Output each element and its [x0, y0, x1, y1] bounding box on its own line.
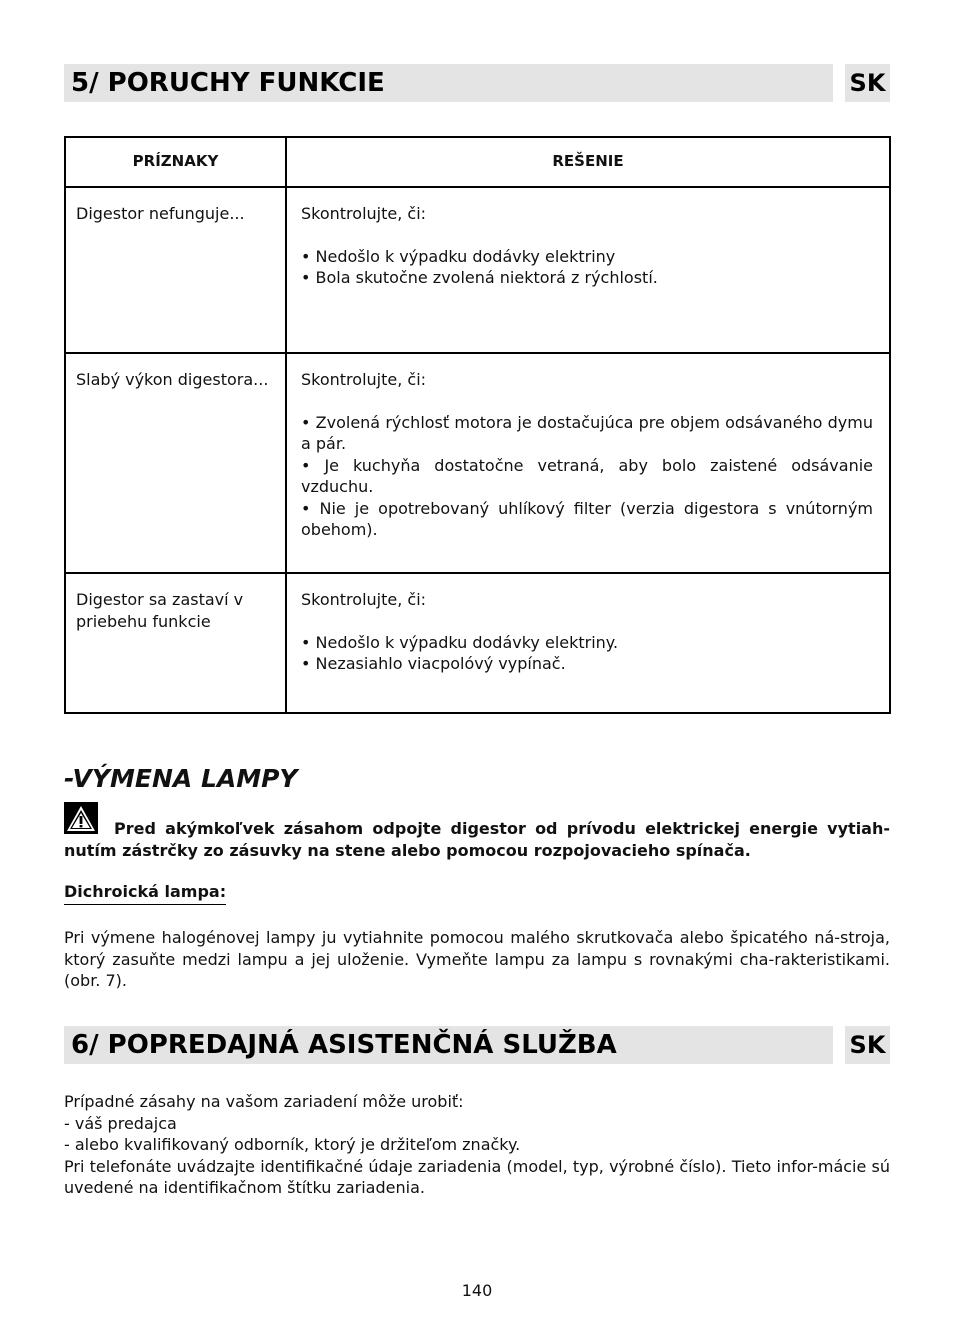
warning-text: Pred akýmkoľvek zásahom odpojte digestor od prívodu elektrickej energie vytiah-nutím zástrčky zo zásuvky na stene alebo pomocou rozpojovacieho spínača.: [64, 819, 890, 860]
fault-table: [64, 136, 891, 714]
lamp-section-title: -VÝMENA LAMPY: [64, 764, 298, 793]
solution-bullet: • Nedošlo k výpadku dodávky elektriny: [301, 246, 616, 266]
solution-bullet: • Nie je opotrebovaný uhlíkový filter (verzia digestora s vnútorným obehom).: [301, 498, 873, 539]
solution-bullet: • Zvolená rýchlosť motora je dostačujúca pre objem odsávaného dymu a pár.: [301, 412, 873, 453]
section-5-title: 5/ PORUCHY FUNKCIE: [64, 64, 833, 102]
section-5-lang-badge: SK: [845, 64, 890, 102]
dichroic-lamp-heading: Dichroická lampa:: [64, 882, 226, 905]
solution-bullet: • Nezasiahlo viacpolóvý vypínač.: [301, 654, 566, 673]
solution-cell: [286, 573, 890, 713]
symptom-cell: Slabý výkon digestora...: [65, 353, 286, 573]
service-line: - alebo kvalifikovaný odborník, ktorý je držiteľom značky.: [64, 1135, 521, 1154]
service-line: Prípadné zásahy na vašom zariadení môže urobiť:: [64, 1092, 464, 1111]
solution-cell: [286, 187, 890, 353]
table-row: [65, 573, 890, 713]
solution-intro: Skontrolujte, či:: [301, 590, 427, 609]
table-row: [65, 353, 890, 573]
symptom-cell: Digestor sa zastaví v priebehu funkcie: [65, 573, 286, 713]
solution-bullet: • Je kuchyňa dostatočne vetraná, aby bolo zaistené odsávanie vzduchu.: [301, 455, 873, 496]
column-header-solution: REŠENIE: [286, 137, 890, 187]
solution-cell: [286, 353, 890, 573]
solution-intro: Skontrolujte, či:: [301, 204, 427, 223]
page-number: 140: [461, 1281, 493, 1300]
column-header-symptoms: PRÍZNAKY: [65, 137, 286, 187]
table-header-row: [65, 137, 890, 187]
solution-bullet: • Nedošlo k výpadku dodávky elektriny.: [301, 632, 619, 652]
section-6-lang-badge: SK: [845, 1026, 890, 1064]
service-line: Pri telefonáte uvádzajte identifikačné údaje zariadenia (model, typ, výrobné číslo). Tieto infor-mácie sú uvedené na identifikačnom štítku zariadenia.: [64, 1156, 890, 1197]
table-row: [65, 187, 890, 353]
solution-intro: Skontrolujte, či:: [301, 370, 427, 389]
lamp-instructions: Pri výmene halogénovej lampy ju vytiahnite pomocou malého skrutkovača alebo špicatého ná-stroja, ktorý zasuňte medzi lampu a jej uloženie. Vymeňte lampu za lampu s rovnakými cha-rakteristikami. (obr. 7).: [64, 928, 890, 990]
symptom-cell: Digestor nefunguje...: [65, 187, 286, 353]
service-text: [64, 1091, 890, 1199]
solution-bullet: • Bola skutočne zvolená niektorá z rýchlostí.: [301, 268, 658, 287]
service-line: - váš predajca: [64, 1113, 177, 1133]
section-6-title: 6/ POPREDAJNÁ ASISTENČNÁ SLUŽBA: [64, 1026, 833, 1064]
